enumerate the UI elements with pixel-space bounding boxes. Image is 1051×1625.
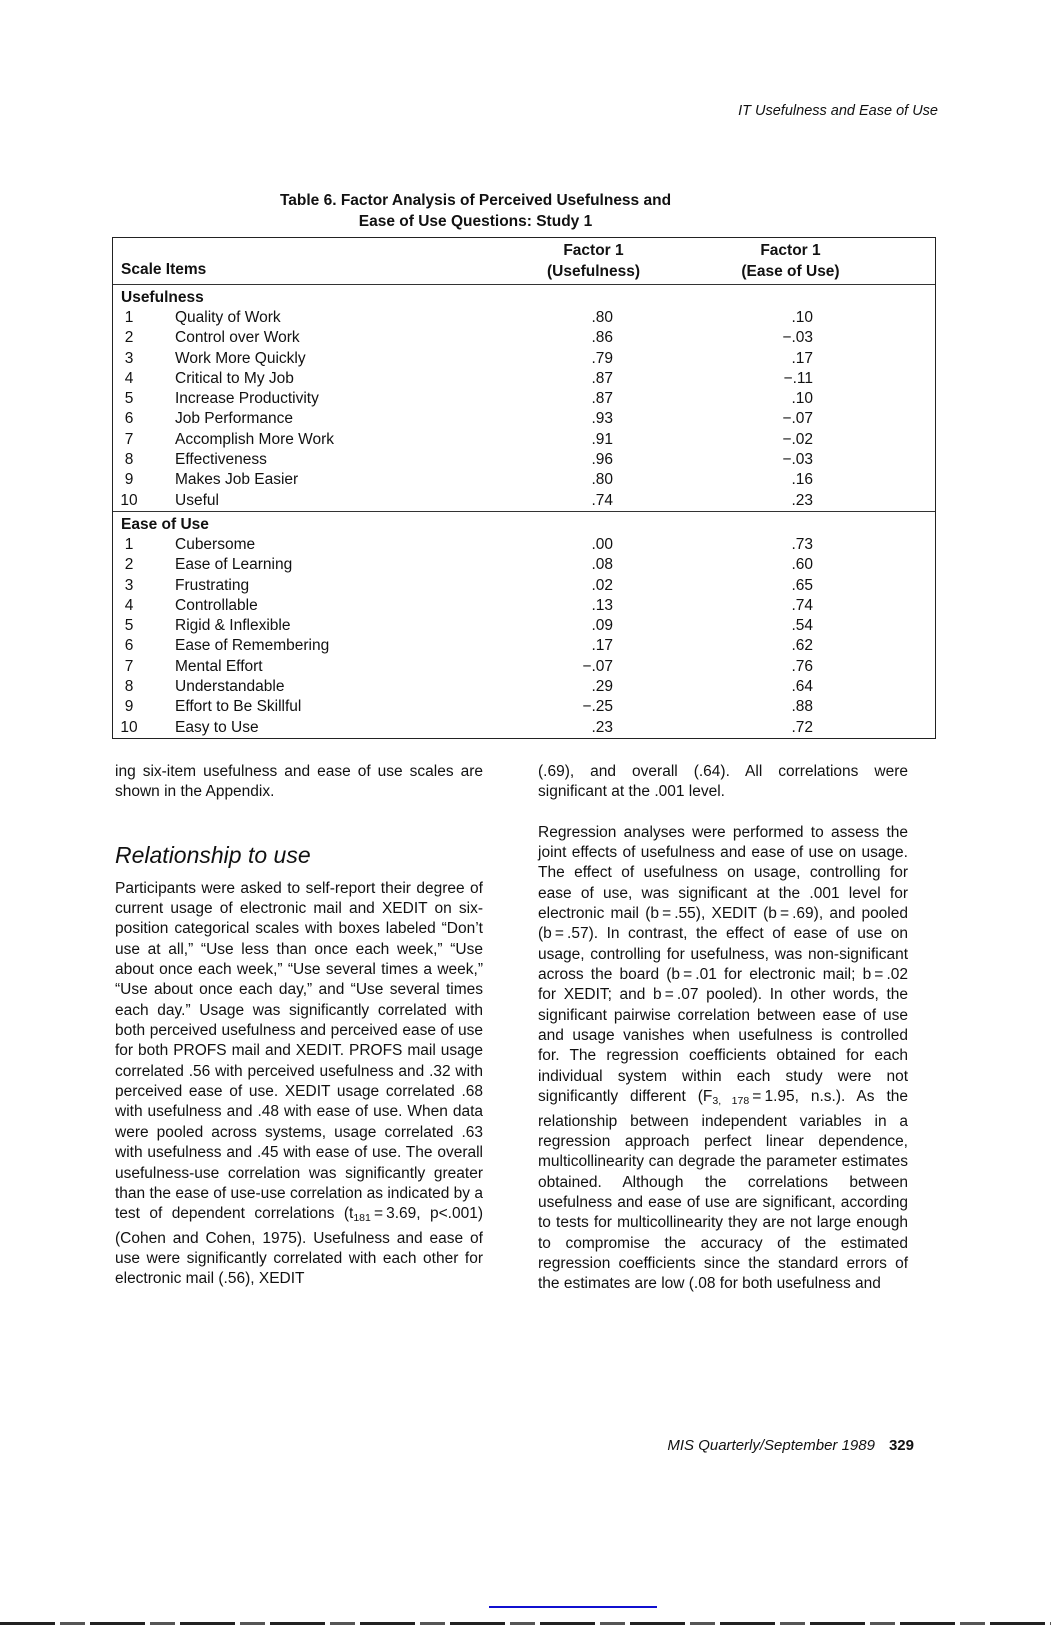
item-label: Critical to My Job [175, 369, 294, 387]
section-usefulness [113, 285, 935, 511]
loading-usefulness: −.25 [582, 698, 613, 716]
item-number: 7 [124, 657, 134, 675]
header-factor-ease [723, 240, 858, 282]
header-factor-ease-line1: Factor 1 [760, 242, 821, 259]
item-label: Quality of Work [175, 309, 281, 326]
left-column [115, 762, 483, 1290]
loading-ease: .72 [791, 718, 813, 736]
loading-ease: .23 [791, 491, 813, 509]
table-row [113, 409, 935, 429]
loading-ease: −.11 [783, 369, 813, 387]
loading-usefulness: .96 [591, 451, 613, 469]
item-label: Understandable [175, 678, 285, 696]
loading-usefulness: .91 [591, 430, 613, 448]
subscript-df: 181 [353, 1212, 371, 1225]
loading-usefulness: .79 [591, 349, 613, 367]
item-label: Accomplish More Work [175, 430, 335, 448]
loading-usefulness: .13 [591, 596, 613, 614]
item-number: 5 [124, 617, 134, 635]
table-row [113, 430, 935, 450]
paragraph-correlations: (.69), and overall (.64). All correlations were significant at the .001 level. [538, 763, 908, 801]
loading-ease: .65 [791, 576, 813, 594]
header-factor-usefulness-line2: (Usefulness) [546, 263, 641, 280]
link-underline[interactable] [489, 1606, 657, 1608]
loading-usefulness: .86 [591, 329, 613, 347]
paragraph-usage-text-cont: = 3.69, p<.001) (Cohen and Cohen, 1975). Usefulness and ease of use were significantly correlated with each other for electronic mail (.56), XEDIT [115, 1205, 483, 1288]
item-number: 1 [124, 535, 134, 553]
loading-ease: .17 [791, 349, 813, 367]
item-label: Cubersome [175, 535, 256, 553]
item-number: 9 [124, 471, 134, 489]
paragraph-usage-text: Participants were asked to self-report their degree of current usage of electronic mail and XEDIT on six-position categorical scales with boxes labeled “Don’t use at all,” “Use less than once each week,” “Use about once each week,” “Use several times a week,” “Use about once each day,” and “Use several times each day.” Usage was significantly correlated with both perceived usefulness and perceived ease of use for both PROFS mail and XEDIT. PROFS mail usage correlated .56 with perceived usefulness and .32 with perceived ease of use. XEDIT usage correlated .68 with usefulness and .48 with ease of use. When data were pooled across systems, usage correlated .63 with usefulness and .45 with ease of use. The overall usefulness-use correlation was significantly greater than the ease of use-use correlation as indicated by a test of dependent correlations (t [115, 879, 483, 1223]
table-header [113, 238, 935, 285]
section-heading-relationship-to-use: Relationship to use [115, 841, 311, 868]
item-label: Effort to Be Skillful [175, 698, 302, 716]
item-label: Useful [175, 491, 219, 509]
loading-ease: .10 [791, 309, 813, 326]
loading-ease: .16 [791, 471, 813, 489]
table-row [113, 555, 935, 575]
item-number: 6 [124, 410, 134, 428]
loading-ease: .62 [791, 637, 813, 655]
loading-ease: −.03 [782, 329, 813, 347]
loading-ease: .64 [791, 678, 813, 696]
loading-ease: .73 [791, 535, 813, 553]
header-scale-items: Scale Items [121, 261, 207, 278]
item-number: 5 [124, 390, 134, 408]
loading-ease: −.02 [782, 430, 813, 448]
item-label: Mental Effort [175, 657, 263, 675]
loading-usefulness: .87 [591, 390, 613, 408]
section-title: Usefulness [121, 289, 204, 306]
paragraph-regression-text-cont: = 1.95, n.s.). As the relationship between independent variables in a regression approach perfect linear dependence, multicollinearity can degrade the parameter estimates obtained. Although the correlations between usefulness and ease of use are significant, according to tests for multicollinearity they are not large enough to compromise the accuracy of the estimated regression coefficients since the standard errors of the estimates are low (.08 for both usefulness and [538, 1088, 908, 1293]
item-number: 3 [124, 576, 134, 594]
paragraph-regression [538, 823, 908, 1295]
loading-usefulness: .08 [591, 556, 613, 574]
table-row [113, 349, 935, 369]
item-label: Work More Quickly [175, 349, 306, 367]
item-number: 10 [120, 491, 138, 509]
table-row [113, 450, 935, 470]
item-number: 2 [124, 329, 134, 347]
table-row [113, 470, 935, 490]
table-row [113, 576, 935, 596]
loading-usefulness: .80 [591, 309, 613, 326]
header-factor-ease-line2: (Ease of Use) [741, 263, 840, 280]
item-number: 4 [124, 369, 134, 387]
journal-name: MIS Quarterly/September 1989 [667, 1437, 875, 1454]
item-number: 1 [124, 309, 134, 326]
loading-usefulness: .02 [591, 576, 613, 594]
loading-ease: .60 [791, 556, 813, 574]
table-row [113, 677, 935, 697]
subscript-f-df: 3, 178 [712, 1095, 750, 1108]
item-label: Job Performance [175, 410, 294, 428]
loading-usefulness: .87 [591, 369, 613, 387]
loading-usefulness: .00 [591, 535, 613, 553]
factor-analysis-table [112, 237, 936, 739]
item-label: Makes Job Easier [175, 471, 299, 489]
item-label: Ease of Learning [175, 556, 293, 574]
item-number: 3 [124, 349, 134, 367]
table-row [113, 491, 935, 511]
loading-usefulness: .29 [591, 678, 613, 696]
loading-usefulness: .93 [591, 410, 613, 428]
item-label: Effectiveness [175, 451, 267, 469]
header-factor-usefulness [526, 240, 661, 282]
header-factor-usefulness-line1: Factor 1 [563, 242, 624, 259]
item-number: 7 [124, 430, 134, 448]
table-caption [0, 190, 1001, 232]
table-row [113, 616, 935, 636]
table-caption-line-1: Table 6. Factor Analysis of Perceived Usefulness and [279, 192, 672, 209]
loading-ease: −.03 [782, 451, 813, 469]
loading-ease: −.07 [782, 410, 813, 428]
table-row [113, 718, 935, 738]
table-row [113, 328, 935, 348]
item-label: Rigid & Inflexible [175, 617, 291, 635]
table-row [113, 308, 935, 328]
loading-usefulness: −.07 [582, 657, 613, 675]
loading-usefulness: .17 [591, 637, 613, 655]
item-number: 8 [124, 678, 134, 696]
paragraph-usage [115, 879, 483, 1290]
item-label: Easy to Use [175, 718, 259, 736]
item-label: Control over Work [175, 329, 300, 347]
loading-usefulness: .74 [591, 491, 613, 509]
item-number: 10 [120, 718, 138, 736]
item-number: 6 [124, 637, 134, 655]
section-title: Ease of Use [121, 515, 209, 533]
paragraph-regression-text: Regression analyses were performed to assess the joint effects of usefulness and ease of use on usage. The effect of usefulness on usage, controlling for ease of use, was significant at the .001 level for electronic mail (b = .55), XEDIT (b = .69), and pooled (b = .57). In contrast, the effect of ease of use on usage, controlling for usefulness, was non-significant across the board (b = .01 for electronic mail; b = .02 for XEDIT; and b = .07 pooled). In other words, the significant pairwise correlation between ease of use and usage vanishes when usefulness is controlled for. The regression coefficients obtained for each individual system within each study were not significantly different (F [538, 823, 908, 1106]
loading-usefulness: .23 [591, 718, 613, 736]
section-ease-of-use [113, 511, 935, 738]
loading-ease: .88 [791, 698, 813, 716]
right-column [538, 762, 908, 1295]
item-number: 9 [124, 698, 134, 716]
loading-ease: .54 [791, 617, 813, 635]
table-row [113, 369, 935, 389]
item-label: Controllable [175, 596, 258, 614]
table-row [113, 535, 935, 555]
item-number: 2 [124, 556, 134, 574]
table-row [113, 697, 935, 717]
paragraph-appendix: ing six-item usefulness and ease of use scales are shown in the Appendix. [115, 763, 483, 801]
loading-usefulness: .09 [591, 617, 613, 635]
running-head: IT Usefulness and Ease of Use [738, 103, 938, 119]
item-number: 4 [124, 596, 134, 614]
table-caption-line-2: Ease of Use Questions: Study 1 [358, 213, 593, 230]
item-label: Ease of Remembering [175, 637, 330, 655]
paragraph-gap [538, 803, 908, 823]
item-label: Increase Productivity [175, 390, 319, 408]
table-row [113, 389, 935, 409]
loading-usefulness: .80 [591, 471, 613, 489]
item-number: 8 [124, 451, 134, 469]
table-row [113, 636, 935, 656]
page-footer [667, 1437, 914, 1454]
page-number: 329 [888, 1437, 914, 1454]
loading-ease: .76 [791, 657, 813, 675]
loading-ease: .74 [791, 596, 813, 614]
item-label: Frustrating [175, 576, 250, 594]
table-row [113, 596, 935, 616]
loading-ease: .10 [791, 390, 813, 408]
table-row [113, 657, 935, 677]
